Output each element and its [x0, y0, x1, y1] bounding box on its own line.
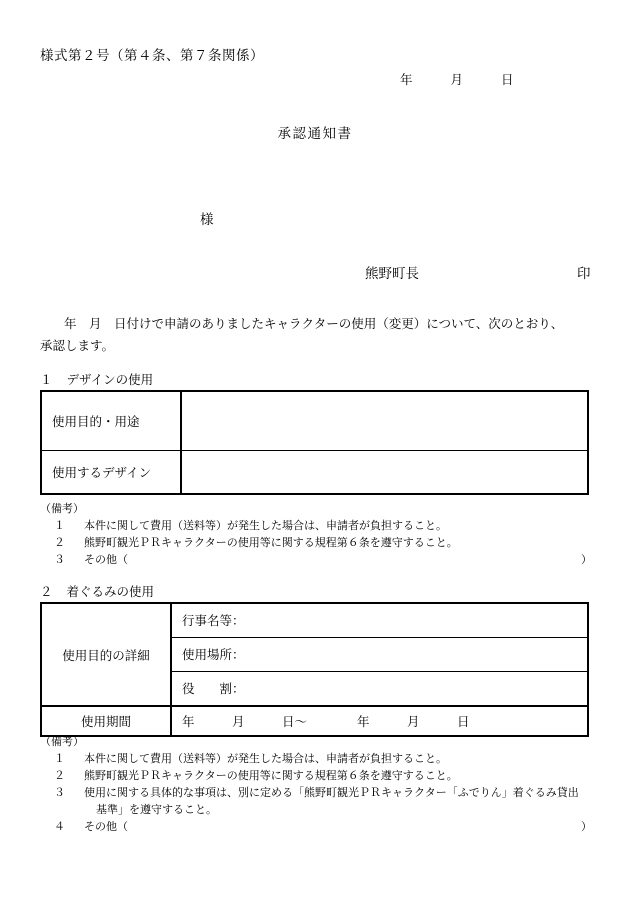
- list-item: [40, 534, 592, 551]
- section-2-heading: [40, 582, 154, 600]
- issuer-name: 熊野町長: [365, 266, 419, 282]
- note-text: その他（: [84, 820, 128, 834]
- table-row: [41, 391, 588, 451]
- page-title: 承認通知書: [277, 126, 353, 142]
- usage-detail-cell: [171, 603, 588, 706]
- list-item: [40, 767, 592, 784]
- date-year-label: 年: [400, 72, 413, 87]
- list-item: [40, 551, 592, 568]
- section-1-heading: [40, 370, 153, 388]
- seal-mark: 印: [577, 266, 591, 282]
- note-index: ３: [54, 553, 65, 567]
- note-text: 本件に関して費用（送料等）が発生した場合は、申請者が負担すること。: [84, 519, 447, 533]
- event-name-field[interactable]: 行事名等：: [172, 604, 587, 638]
- section-2-number: ２: [40, 584, 53, 599]
- costume-use-table: [40, 602, 589, 737]
- usage-period-value: 年 月 日～ 年 月 日: [182, 714, 470, 729]
- role-field[interactable]: 役 割：: [182, 681, 245, 696]
- intro-paragraph: [40, 313, 592, 357]
- section-2-notes-list: [40, 750, 592, 835]
- list-item: [40, 750, 592, 767]
- usage-detail-label: 使用目的の詳細: [41, 603, 171, 706]
- usage-period-cell[interactable]: [171, 706, 588, 736]
- note-text: 熊野町観光ＰＲキャラクターの使用等に関する規程第６条を遵守すること。: [84, 536, 458, 550]
- date-month-label: 月: [450, 72, 464, 87]
- date-line: [400, 70, 590, 88]
- note-text: 熊野町観光ＰＲキャラクターの使用等に関する規程第６条を遵守すること。: [84, 769, 458, 783]
- date-day-label: 日: [501, 72, 514, 87]
- section-1-notes-list: [40, 517, 592, 568]
- usage-place-field[interactable]: 使用場所：: [172, 638, 587, 672]
- note-index: ３: [54, 786, 65, 800]
- list-item: [40, 784, 592, 818]
- note-index: ２: [54, 769, 65, 783]
- section-1-number: １: [40, 372, 53, 387]
- table-row: [41, 451, 588, 495]
- table-row: [41, 706, 588, 736]
- intro-line-2: 承認します。: [40, 337, 115, 353]
- table-row: [41, 603, 588, 706]
- note-text: その他（: [84, 553, 128, 567]
- note-index: ４: [54, 820, 65, 834]
- note-index: ２: [54, 536, 65, 550]
- note-close-paren: ）: [581, 553, 592, 567]
- intro-line-1: 年 月 日付けで申請のありましたキャラクターの使用（変更）について、次のとおり、: [64, 316, 564, 331]
- design-used-value[interactable]: [181, 451, 588, 495]
- note-index: １: [54, 752, 65, 766]
- section-1-notes-label: （備考）: [40, 502, 84, 515]
- design-use-table: [40, 390, 589, 495]
- form-number: 様式第２号（第４条、第７条関係）: [40, 48, 264, 64]
- section-1-notes: [40, 500, 592, 568]
- section-1-title: デザインの使用: [66, 372, 154, 387]
- note-text-continued: 基準」を遵守すること。: [96, 803, 217, 817]
- list-item: [40, 818, 592, 835]
- note-close-paren: ）: [581, 820, 592, 834]
- design-purpose-label: 使用目的・用途: [41, 391, 181, 451]
- design-used-label: 使用するデザイン: [41, 451, 181, 495]
- design-purpose-value[interactable]: [181, 391, 588, 451]
- list-item: [40, 517, 592, 534]
- section-2-notes-label: （備考）: [40, 735, 84, 748]
- note-text: 使用に関する具体的な事項は、別に定める「熊野町観光ＰＲキャラクター「ふでりん」着ぐるみ貸出: [84, 786, 579, 800]
- addressee-honorific: 様: [200, 212, 214, 228]
- section-2-title: 着ぐるみの使用: [66, 584, 155, 599]
- note-index: １: [54, 519, 65, 533]
- note-text: 本件に関して費用（送料等）が発生した場合は、申請者が負担すること。: [84, 752, 447, 766]
- section-2-notes: [40, 733, 592, 835]
- usage-period-label: 使用期間: [41, 706, 171, 736]
